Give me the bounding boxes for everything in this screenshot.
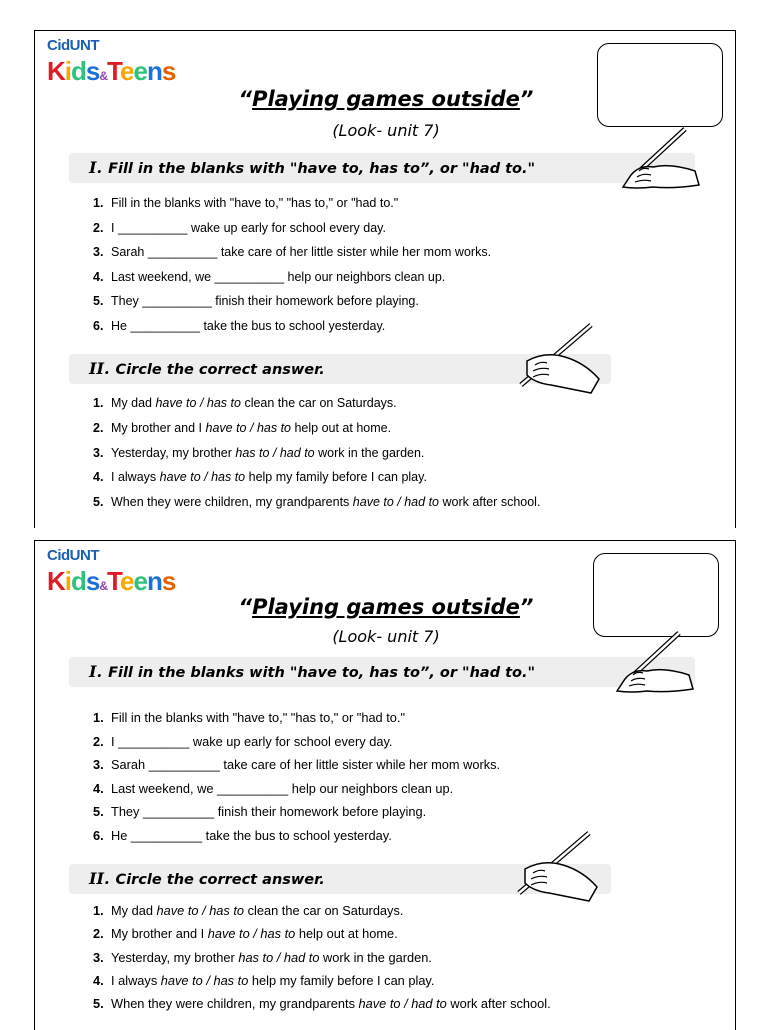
logo-unt-text: UNT [69, 547, 99, 564]
fill-in-list [93, 706, 500, 847]
list-item: 5. When they were children, my grandparents have to / had to work after school. [93, 495, 541, 510]
worksheet-title: “Playing games outside” [238, 87, 534, 111]
list-item: 5. When they were children, my grandparents have to / had to work after school. [93, 996, 551, 1012]
list-item: 2. I __________ wake up early for school every day. [93, 733, 393, 749]
list-item: 1. My dad have to / has to clean the car on Saturdays. [93, 396, 397, 410]
circle-answer-list [93, 391, 540, 515]
list-item: 6. He __________ take the bus to school yesterday. [93, 827, 392, 843]
fill-in-list [93, 191, 491, 338]
hand-writing-pencil-icon [607, 631, 697, 695]
list-item: 6. He __________ take the bus to school yesterday. [93, 318, 386, 333]
cidunt-kids-teens-logo: CidUNT Kids&Teens [47, 547, 176, 596]
worksheet-page-1 [34, 30, 736, 528]
photo-box [593, 553, 719, 637]
list-item: 1. Fill in the blanks with "have to," "has to," or "had to." [93, 710, 406, 725]
list-item: 4. I always have to / has to help my family before I can play. [93, 972, 435, 988]
list-item: 3. Sarah __________ take care of her little sister while her mom works. [93, 757, 501, 772]
list-item: 3. Yesterday, my brother has to / had to work in the garden. [93, 949, 432, 965]
list-item: 2. My brother and I have to / has to help out at home. [93, 926, 398, 942]
list-item: 1. Fill in the blanks with "have to," "has to," or "had to." [93, 196, 399, 210]
worksheet-page-2 [34, 540, 736, 1030]
list-item: 3. Yesterday, my brother has to / had to work in the garden. [93, 445, 425, 460]
logo-cid-text: Cid [47, 547, 70, 564]
logo-unt-text: UNT [69, 37, 99, 54]
cidunt-kids-teens-logo: CidUNT Kids&Teens [47, 37, 176, 86]
list-item: 5. They __________ finish their homework before playing. [93, 804, 427, 819]
worksheet-subtitle: (Look- unit 7) [332, 121, 440, 140]
logo-cid-text: Cid [47, 37, 70, 54]
list-item: 5. They __________ finish their homework before playing. [93, 294, 419, 308]
worksheet-subtitle: (Look- unit 7) [332, 627, 440, 646]
section-1-header: I. Fill in the blanks with "have to, has to”, or "had to." [69, 153, 695, 183]
list-item: 4. I always have to / has to help my family before I can play. [93, 470, 427, 485]
circle-answer-list [93, 899, 551, 1015]
section-2-header: II. Circle the correct answer. [69, 864, 611, 894]
list-item: 1. My dad have to / has to clean the car on Saturdays. [93, 903, 404, 918]
hand-writing-pencil-icon [503, 831, 603, 903]
hand-writing-pencil-icon [505, 323, 605, 395]
list-item: 2. My brother and I have to / has to help out at home. [93, 420, 392, 435]
worksheet-title: “Playing games outside” [238, 595, 534, 619]
section-2-header: II. Circle the correct answer. [69, 354, 611, 384]
section-1-header: I. Fill in the blanks with "have to, has to”, or "had to." [69, 657, 695, 687]
photo-box [597, 43, 723, 127]
list-item: 3. Sarah __________ take care of her little sister while her mom works. [93, 245, 492, 259]
hand-writing-pencil-icon [613, 127, 703, 191]
list-item: 4. Last weekend, we __________ help our neighbors clean up. [93, 269, 446, 284]
list-item: 2. I __________ wake up early for school every day. [93, 220, 386, 235]
list-item: 4. Last weekend, we __________ help our neighbors clean up. [93, 780, 454, 796]
